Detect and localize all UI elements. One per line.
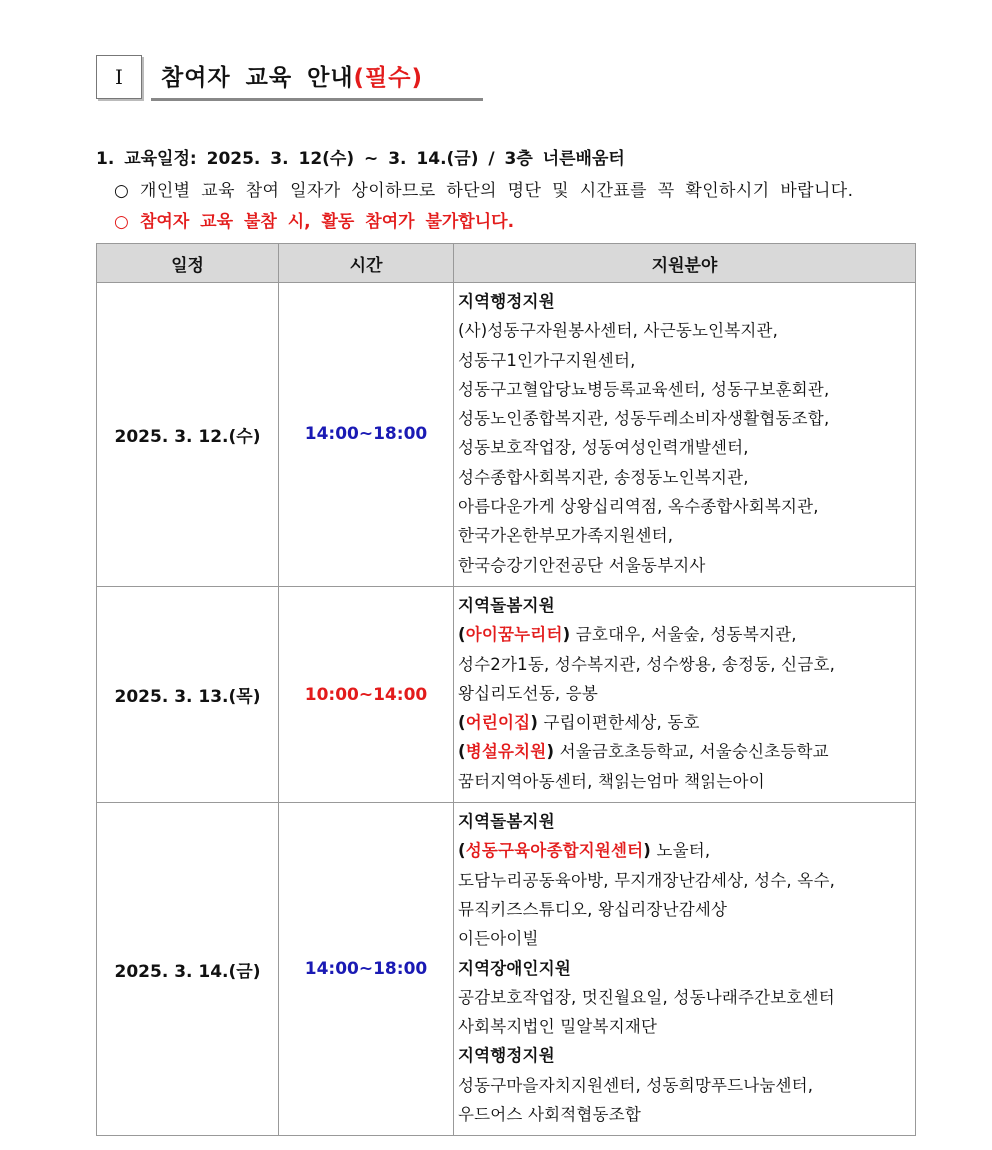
support-org-line: 아름다운가게 상왕십리역점, 옥수종합사회복지관, [458, 497, 819, 517]
bullet-circle-icon: ○ [114, 212, 129, 232]
support-org-line: 성동구고혈압당뇨병등록교육센터, 성동구보훈회관, [458, 379, 830, 399]
section-header [96, 55, 486, 101]
support-org-line: 성수2가1동, 성수복지관, 성수쌍용, 송정동, 신금호, [458, 654, 836, 674]
support-org-line: 성동노인종합복지관, 성동두레소비자생활협동조합, [458, 409, 830, 429]
support-org-line [458, 836, 911, 865]
close-paren: ) [530, 713, 539, 733]
column-header-date: 일정 [97, 244, 279, 283]
org-type-tag: 어린이집 [465, 713, 531, 733]
open-paren: ( [458, 841, 466, 861]
org-list-text: 금호대우, 서울숲, 성동복지관, [570, 625, 797, 645]
support-org-line: 성동보호작업장, 성동여성인력개발센터, [458, 438, 749, 458]
section-number-box: I [96, 55, 142, 99]
schedule-date-cell: 2025. 3. 12.(수) [97, 283, 279, 587]
org-type-tag: 병설유치원 [465, 742, 547, 762]
support-org-line: 한국가온한부모가족지원센터, [458, 526, 674, 546]
column-header-field: 지원분야 [454, 244, 916, 283]
support-org-line [458, 620, 911, 649]
open-paren: ( [458, 713, 466, 733]
support-org-line [458, 708, 911, 737]
close-paren: ) [562, 625, 571, 645]
open-paren: ( [458, 742, 466, 762]
schedule-time-cell: 14:00~18:00 [279, 283, 454, 587]
support-field-cell [454, 803, 916, 1136]
support-org-line: 왕십리도선동, 응봉 [458, 683, 599, 703]
section-title-text: 참여자 교육 안내 [161, 65, 354, 91]
section-title-required: (필수) [353, 65, 424, 91]
org-list-text: 서울금호초등학교, 서울숭신초등학교 [554, 742, 829, 762]
support-org-line: 사회복지법인 밀알복지재단 [458, 1017, 658, 1037]
support-category-heading: 지역행정지원 [458, 1046, 555, 1066]
support-category-heading: 지역장애인지원 [458, 958, 571, 978]
notice-attendance-warning [114, 207, 514, 232]
close-paren: ) [546, 742, 555, 762]
notice-text: 개인별 교육 참여 일자가 상이하므로 하단의 명단 및 시간표를 꼭 확인하시기 바랍니다. [140, 181, 854, 201]
education-schedule-line: 1. 교육일정: 2025. 3. 12(수) ~ 3. 14.(금) / 3층 너른배움터 [96, 149, 625, 169]
support-field-cell [454, 283, 916, 587]
column-header-time: 시간 [279, 244, 454, 283]
schedule-time-cell: 14:00~18:00 [279, 803, 454, 1136]
support-category-heading: 지역돌봄지원 [458, 812, 555, 832]
support-field-cell [454, 586, 916, 802]
open-paren: ( [458, 625, 466, 645]
support-org-line: 뮤직키즈스튜디오, 왕십리장난감세상 [458, 899, 728, 919]
support-org-line: 성동구마을자치지원센터, 성동희망푸드나눔센터, [458, 1075, 814, 1095]
table-header-row [97, 244, 916, 283]
schedule-time-cell: 10:00~14:00 [279, 586, 454, 802]
support-org-line: 우드어스 사회적협동조합 [458, 1105, 641, 1125]
bullet-circle-icon: ○ [114, 181, 130, 201]
support-org-line: 공감보호작업장, 멋진월요일, 성동나래주간보호센터 [458, 987, 835, 1007]
org-type-tag: 성동구육아종합지원센터 [465, 841, 644, 861]
section-title [161, 59, 423, 92]
org-list-text: 구립이편한세상, 동호 [538, 713, 700, 733]
support-org-line: 꿈터지역아동센터, 책읽는엄마 책읽는아이 [458, 771, 765, 791]
table-row [97, 283, 916, 587]
support-org-line: 도담누리공동육아방, 무지개장난감세상, 성수, 옥수, [458, 870, 836, 890]
support-org-line [458, 737, 911, 766]
support-category-heading: 지역돌봄지원 [458, 595, 555, 615]
schedule-date-cell: 2025. 3. 14.(금) [97, 803, 279, 1136]
support-category-heading: 지역행정지원 [458, 292, 555, 311]
notice-check-schedule [114, 176, 853, 201]
support-org-line: 이든아이빌 [458, 929, 539, 949]
schedule-date-cell: 2025. 3. 13.(목) [97, 586, 279, 802]
table-row [97, 586, 916, 802]
support-org-line: 성동구1인가구지원센터, [458, 350, 636, 370]
warning-text: 참여자 교육 불참 시, 활동 참여가 불가합니다. [140, 212, 515, 232]
support-org-line: (사)성동구자원봉사센터, 사근동노인복지관, [458, 321, 779, 341]
close-paren: ) [643, 841, 652, 861]
education-schedule-table [96, 243, 916, 1136]
table-row [97, 803, 916, 1136]
support-org-line: 한국승강기안전공단 서울동부지사 [458, 555, 706, 575]
section-title-underline [151, 98, 483, 101]
support-org-line: 성수종합사회복지관, 송정동노인복지관, [458, 467, 749, 487]
org-type-tag: 아이꿈누리터 [465, 625, 563, 645]
org-list-text: 노울터, [651, 841, 711, 861]
